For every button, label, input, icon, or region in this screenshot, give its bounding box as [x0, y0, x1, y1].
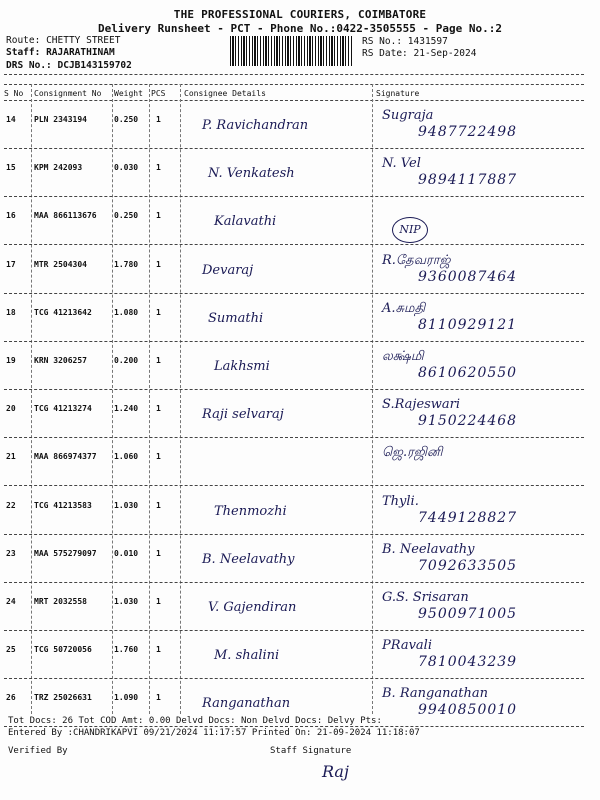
row-consignment-no: MRT 2032558 [34, 597, 87, 606]
row-weight: 1.240 [114, 404, 139, 413]
row-weight: 1.030 [114, 597, 139, 606]
row-signature-name: லக்ஷ்மி [382, 349, 424, 364]
row-consignee: M. shalini [214, 648, 280, 663]
rs-no-label: RS No.: [362, 36, 403, 47]
row-consignee: Thenmozhi [214, 504, 287, 519]
row-signature-phone: 8610620550 [418, 365, 518, 381]
row-signature-phone: 9150224468 [418, 413, 518, 429]
row-pcs: 1 [156, 404, 161, 413]
divider [4, 84, 584, 85]
row-signature-name: B. Neelavathy [382, 542, 475, 557]
drs-line [6, 60, 132, 71]
row-sno: 25 [6, 645, 16, 654]
column-rule [31, 84, 32, 714]
row-consignment-no: TCG 41213583 [34, 501, 92, 510]
row-signature-name: R.தேவராஜ் [382, 253, 451, 268]
row-signature-name: B. Ranganathan [382, 686, 488, 701]
row-pcs: 1 [156, 597, 161, 606]
row-divider [4, 341, 584, 342]
row-sno: 26 [6, 693, 16, 702]
row-consignment-no: KRN 3206257 [34, 356, 87, 365]
row-signature-phone: 9487722498 [418, 124, 518, 140]
runsheet-subtitle: Delivery Runsheet - PCT - Phone No.:0422-3505555 - Page No.:2 [98, 22, 502, 35]
row-divider [4, 534, 584, 535]
row-weight: 1.060 [114, 452, 139, 461]
row-divider [4, 148, 584, 149]
row-pcs: 1 [156, 115, 161, 124]
row-signature-phone: 9894117887 [418, 172, 518, 188]
column-rule [372, 84, 373, 714]
row-pcs: 1 [156, 452, 161, 461]
row-consignment-no: MTR 2504304 [34, 260, 87, 269]
nip-stamp: NIP [392, 217, 428, 243]
row-weight: 0.250 [114, 115, 139, 124]
row-signature-name: Sugraja [382, 108, 434, 123]
row-divider [4, 437, 584, 438]
col-header-consignment: Consignment No [34, 89, 102, 98]
row-weight: 0.030 [114, 163, 139, 172]
row-pcs: 1 [156, 693, 161, 702]
divider [4, 100, 584, 101]
column-rule [149, 84, 150, 714]
row-consignment-no: TCG 50720056 [34, 645, 92, 654]
row-signature-name: N. Vel [382, 156, 421, 171]
divider [4, 74, 584, 75]
row-weight: 0.200 [114, 356, 139, 365]
row-weight: 1.780 [114, 260, 139, 269]
staff-line [6, 47, 115, 58]
row-divider [4, 196, 584, 197]
row-sno: 15 [6, 163, 16, 172]
row-divider [4, 678, 584, 679]
row-signature-name: Thyli. [382, 494, 419, 509]
row-weight: 0.010 [114, 549, 139, 558]
row-consignment-no: TCG 41213642 [34, 308, 92, 317]
row-consignee: Lakhsmi [214, 359, 270, 374]
row-signature-name: G.S. Srisaran [382, 590, 469, 605]
staff-signature: Raj [322, 762, 349, 781]
staff-value: RAJARATHINAM [46, 47, 115, 58]
entered-by-line: Entered By :CHANDRIKAPVI 09/21/2024 11:17:57 Printed On: 21-09-2024 11:18:07 [8, 728, 420, 738]
row-sno: 16 [6, 211, 16, 220]
row-signature-name: A.சுமதி [382, 301, 426, 316]
row-signature-phone: 7092633505 [418, 558, 518, 574]
row-divider [4, 630, 584, 631]
row-signature-phone: 7449128827 [418, 510, 518, 526]
row-signature-name: PRavali [382, 638, 432, 653]
row-signature-phone: 9360087464 [418, 269, 518, 285]
rs-no-value: 1431597 [407, 36, 448, 47]
row-divider [4, 485, 584, 486]
column-rule [112, 84, 113, 714]
row-pcs: 1 [156, 260, 161, 269]
row-weight: 1.760 [114, 645, 139, 654]
row-sno: 14 [6, 115, 16, 124]
verified-by-label: Verified By [8, 746, 68, 756]
route-value: CHETTY STREET [46, 35, 121, 46]
row-consignee: N. Venkatesh [208, 166, 295, 181]
row-consignee: Devaraj [202, 263, 254, 278]
row-weight: 1.090 [114, 693, 139, 702]
row-consignee: Raji selvaraj [202, 407, 284, 422]
row-consignee: V. Gajendiran [208, 600, 297, 615]
company-title: THE PROFESSIONAL COURIERS, COIMBATORE [173, 8, 427, 21]
row-pcs: 1 [156, 501, 161, 510]
row-consignee: Ranganathan [202, 696, 291, 711]
rs-date-value: 21-Sep-2024 [413, 48, 477, 59]
route-line [6, 35, 120, 46]
row-pcs: 1 [156, 211, 161, 220]
row-consignment-no: KPM 242093 [34, 163, 83, 172]
row-consignment-no: PLN 2343194 [34, 115, 87, 124]
column-rule [180, 84, 181, 714]
row-consignee: Sumathi [208, 311, 264, 326]
row-divider [4, 582, 584, 583]
staff-label: Staff: [6, 47, 41, 58]
row-signature-phone: 9940850010 [418, 702, 518, 718]
row-signature-phone: 9500971005 [418, 606, 518, 622]
col-header-consignee: Consignee Details [184, 89, 266, 98]
row-sno: 24 [6, 597, 16, 606]
drs-label: DRS No.: [6, 60, 52, 71]
row-sno: 23 [6, 549, 16, 558]
drs-value: DCJB143159702 [57, 60, 132, 71]
route-label: Route: [6, 35, 41, 46]
row-weight: 0.250 [114, 211, 139, 220]
row-divider [4, 244, 584, 245]
row-sno: 22 [6, 501, 16, 510]
row-weight: 1.030 [114, 501, 139, 510]
row-consignee: P. Ravichandran [202, 118, 309, 133]
rs-no-line [362, 36, 448, 47]
row-sno: 18 [6, 308, 16, 317]
row-signature-name: ஜெ.ரஜினி [382, 445, 443, 460]
row-sno: 17 [6, 260, 16, 269]
row-consignment-no: TRZ 25026631 [34, 693, 92, 702]
barcode [230, 36, 352, 66]
row-pcs: 1 [156, 356, 161, 365]
row-consignment-no: MAA 866113676 [34, 211, 97, 220]
row-divider [4, 389, 584, 390]
totals-line: Tot Docs: 26 Tot COD Amt: 0.00 Delvd Docs: Non Delvd Docs: Delvy Pts: [8, 716, 382, 726]
col-header-weight: Weight [114, 89, 143, 98]
row-signature-name: S.Rajeswari [382, 397, 461, 412]
row-pcs: 1 [156, 163, 161, 172]
row-consignment-no: TCG 41213274 [34, 404, 92, 413]
row-consignee: Kalavathi [214, 214, 277, 229]
row-divider [4, 293, 584, 294]
row-pcs: 1 [156, 549, 161, 558]
col-header-sno: S No [4, 89, 24, 98]
row-pcs: 1 [156, 645, 161, 654]
col-header-signature: Signature [376, 89, 420, 98]
col-header-pcs: PCS [151, 89, 166, 98]
row-consignment-no: MAA 575279097 [34, 549, 97, 558]
rs-date-label: RS Date: [362, 48, 408, 59]
row-consignment-no: MAA 866974377 [34, 452, 97, 461]
row-sno: 21 [6, 452, 16, 461]
row-sno: 19 [6, 356, 16, 365]
row-pcs: 1 [156, 308, 161, 317]
row-weight: 1.080 [114, 308, 139, 317]
row-signature-phone: 8110929121 [418, 317, 518, 333]
row-signature-phone: 7810043239 [418, 654, 518, 670]
row-consignee: B. Neelavathy [202, 552, 295, 567]
rs-date-line [362, 48, 476, 59]
staff-signature-label: Staff Signature [270, 746, 352, 756]
row-sno: 20 [6, 404, 16, 413]
